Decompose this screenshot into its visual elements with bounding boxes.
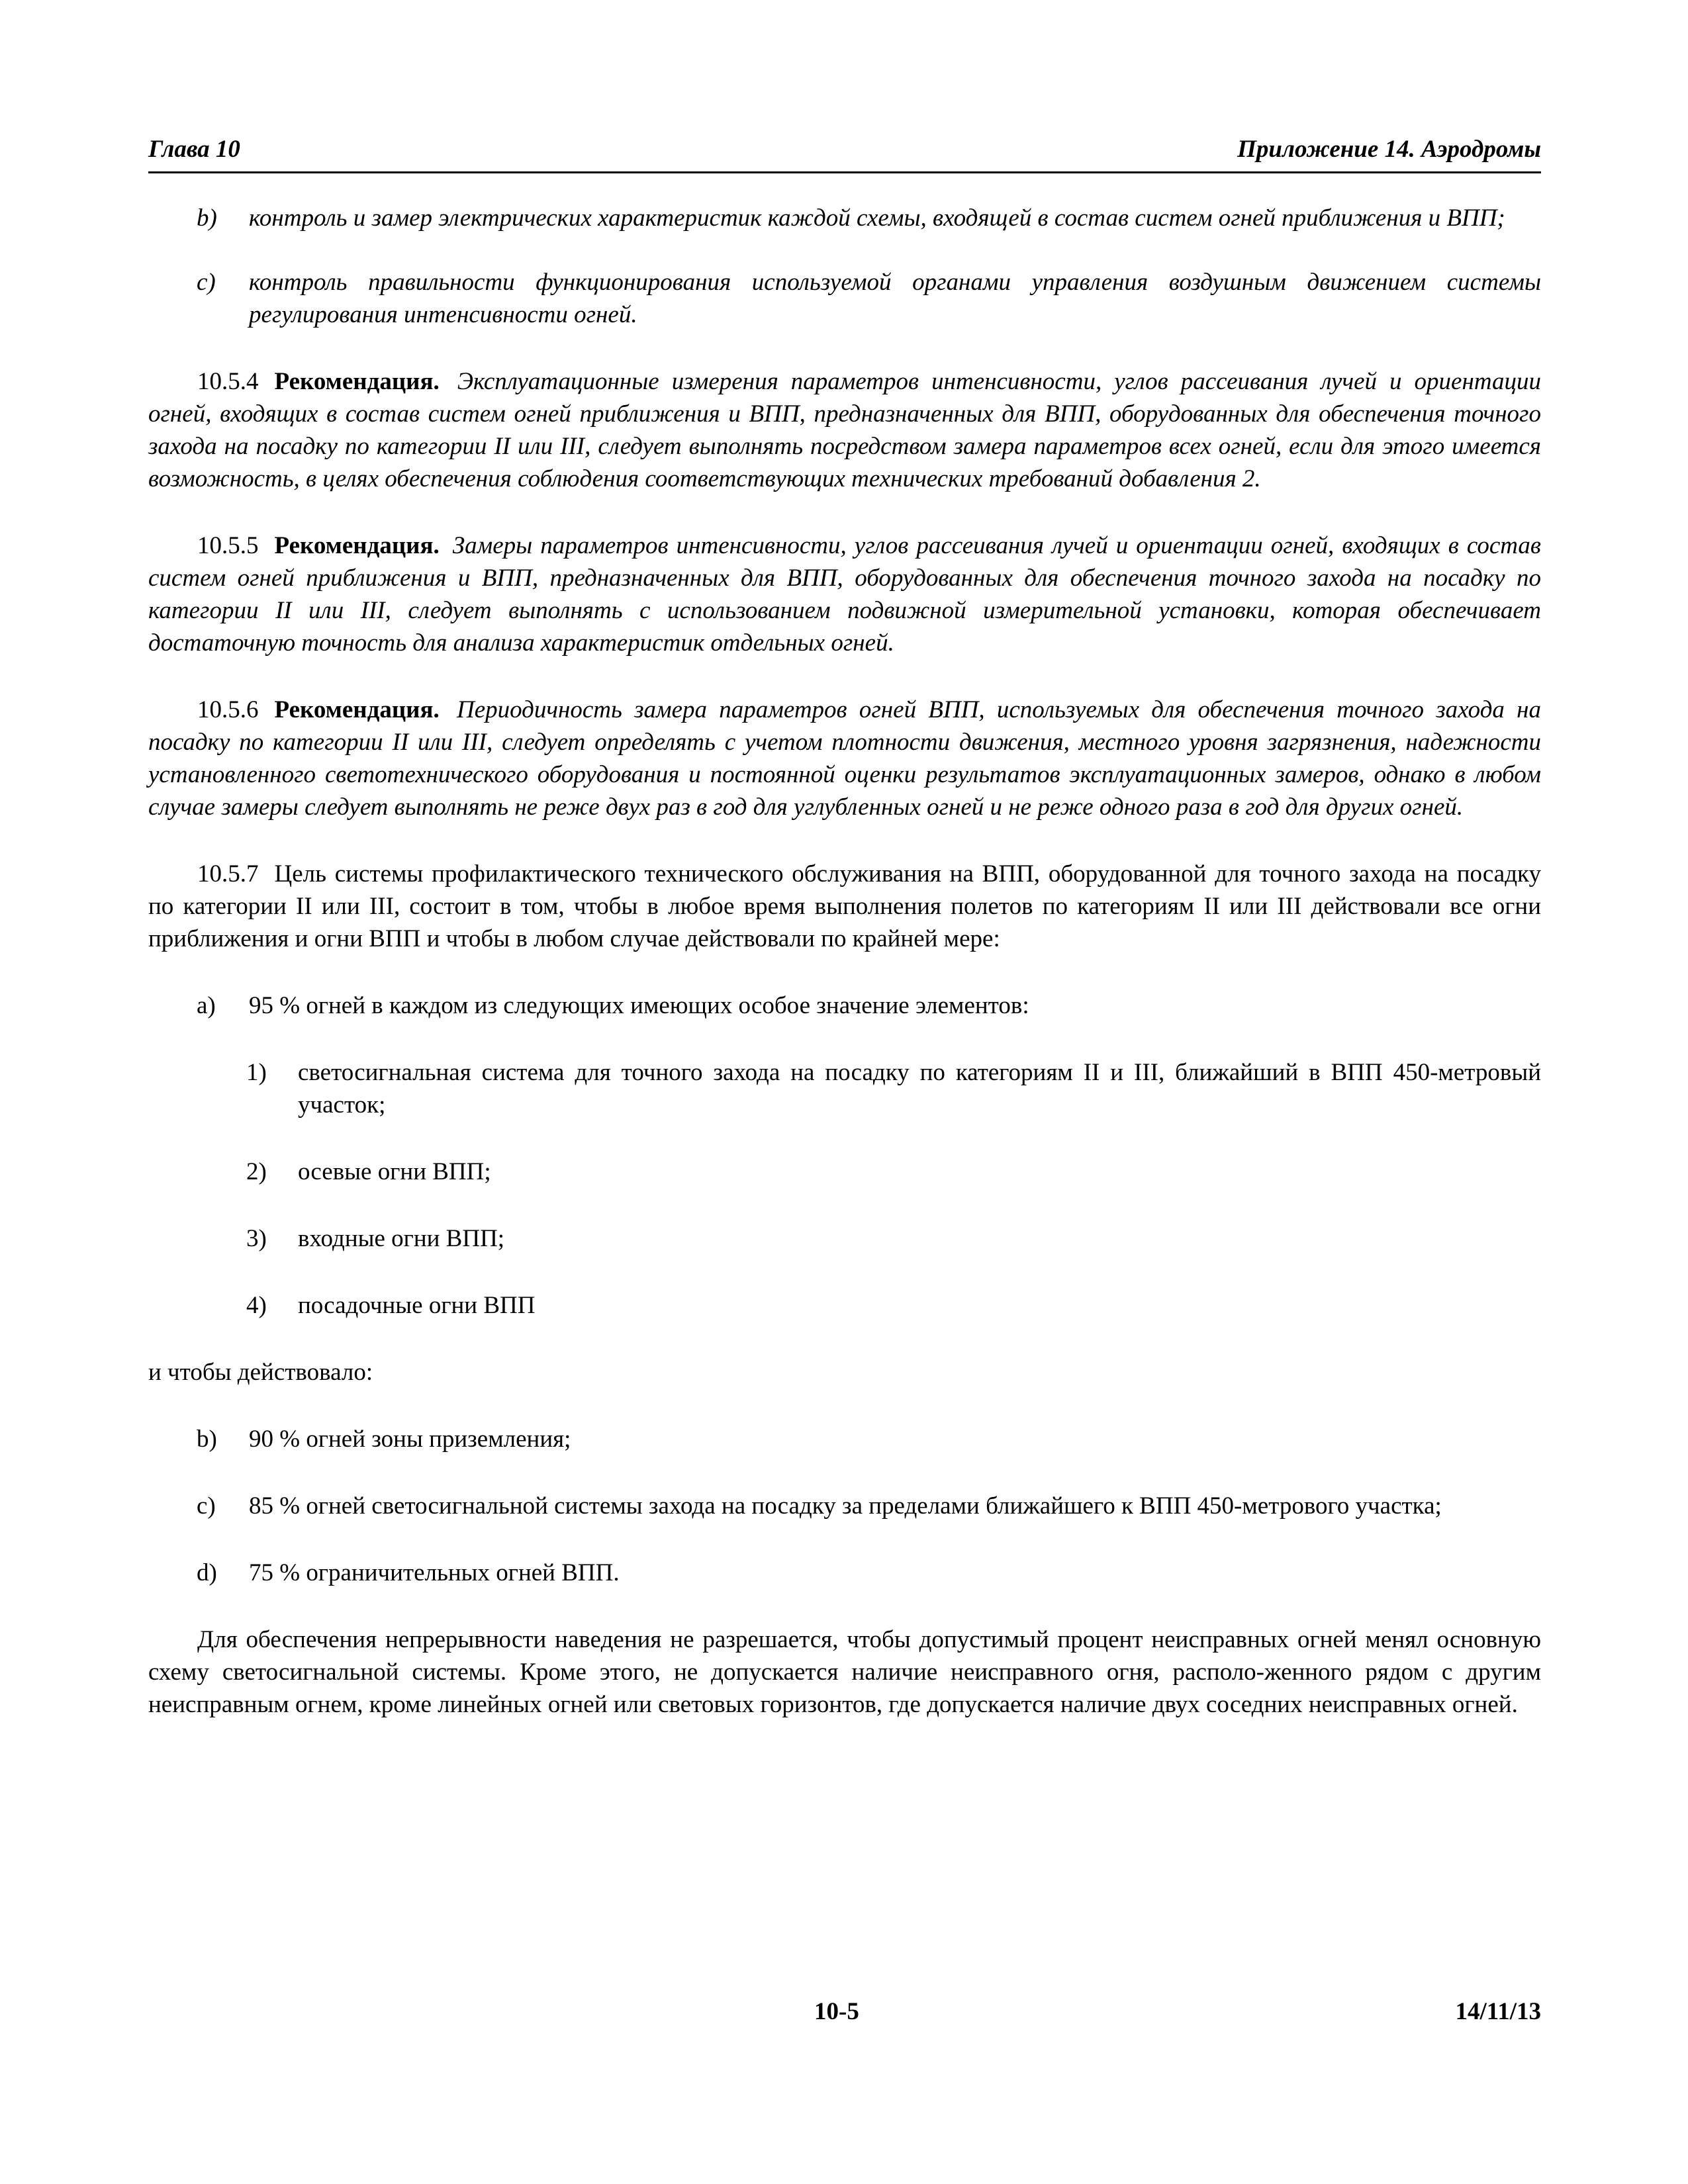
sub-list-marker: 3) xyxy=(246,1225,267,1252)
sub-list-item-4 xyxy=(148,1289,1541,1322)
list-item-b-italic xyxy=(148,202,1541,234)
sub-list-item-text: посадочные огни ВПП xyxy=(298,1292,536,1319)
paragraph-10-5-4 xyxy=(148,365,1541,495)
list-item-b xyxy=(148,1423,1541,1455)
list-item-text: 85 % огней светосигнальной системы захода на посадку за пределами ближайшего к ВПП 450-метрового участка; xyxy=(249,1492,1442,1520)
recommendation-label: Рекомендация. xyxy=(274,696,440,723)
sub-list-item-2 xyxy=(148,1156,1541,1188)
annex-header: Приложение 14. Аэродромы xyxy=(1237,136,1541,163)
paragraph-10-5-5 xyxy=(148,529,1541,659)
list-item-text: контроль правильности функционирования используемой органами управления воздушным движением системы регулирования интенсивности огней. xyxy=(249,269,1541,328)
paragraph-number: 10.5.4 xyxy=(197,368,259,395)
sub-list-item-text: входные огни ВПП; xyxy=(298,1225,505,1252)
list-item-a xyxy=(148,989,1541,1022)
list-item-text: 75 % ограничительных огней ВПП. xyxy=(249,1559,620,1586)
final-paragraph: Для обеспечения непрерывности наведения не разрешается, чтобы допустимый процент неисправных огней менял основную схему светосигнальной системы. Кроме этого, не допускается наличие неисправного огня, располо-женного рядом с другим неисправным огнем, кроме линейных огней или световых горизонтов, где допускается наличие двух соседних неисправных огней. xyxy=(148,1626,1541,1718)
paragraph-text: Периодичность замера параметров огней ВПП, используемых для обеспечения точного захода на посадку по категории II или III, следует определять с учетом плотности движения, местного уровня загрязнения, надежности установленного светотехнического оборудования и постоянной оценки результатов эксплуатационных замеров, однако в любом случае замеры следует выполнять не реже двух раз в год для углубленных огней и не реже одного раза в год для других огней. xyxy=(148,696,1542,821)
paragraph-number: 10.5.7 xyxy=(197,860,259,887)
sub-list-item-text: осевые огни ВПП; xyxy=(298,1158,491,1185)
list-marker: a) xyxy=(197,992,216,1019)
list-item-text: контроль и замер электрических характеристик каждой схемы, входящей в состав систем огней приближения и ВПП; xyxy=(249,205,1505,232)
list-item-c-italic xyxy=(148,266,1541,331)
recommendation-label: Рекомендация. xyxy=(274,532,440,559)
page-number: 10-5 xyxy=(814,1998,859,2025)
paragraph-text: Эксплуатационные измерения параметров интенсивности, углов рассеивания лучей и ориентации огней, входящих в состав систем огней приближения и ВПП, предназначенных для ВПП, оборудованных для обеспечения точного захода на посадку по категории II или III, следует выполнять посредством замера параметров всех огней, если для этого имеется возможность, в целях обеспечения соблюдения соответствующих технических требований добавления 2. xyxy=(148,368,1542,492)
list-item-d xyxy=(148,1557,1541,1589)
list-marker: c) xyxy=(197,269,216,296)
sub-list-marker: 1) xyxy=(246,1059,267,1086)
list-item-text: 90 % огней зоны приземления; xyxy=(249,1426,571,1453)
chapter-header: Глава 10 xyxy=(148,136,240,163)
list-marker: b) xyxy=(197,205,217,232)
page-content xyxy=(148,202,1541,1721)
sub-list-marker: 4) xyxy=(246,1292,267,1319)
conjunction-text: и чтобы действовало: xyxy=(148,1359,373,1386)
paragraph-number: 10.5.5 xyxy=(197,532,259,559)
header-divider xyxy=(148,171,1541,173)
revision-date: 14/11/13 xyxy=(1455,1998,1541,2025)
list-marker: d) xyxy=(197,1559,217,1586)
sub-list-item-text: светосигнальная система для точного захода на посадку по категориям II и III, ближайший в ВПП 450-метровый участок; xyxy=(298,1059,1541,1118)
sub-list-item-3 xyxy=(148,1222,1541,1255)
list-marker: b) xyxy=(197,1426,217,1453)
paragraph-10-5-7 xyxy=(148,858,1541,955)
list-item-text: 95 % огней в каждом из следующих имеющих особое значение элементов: xyxy=(249,992,1029,1019)
list-item-c xyxy=(148,1490,1541,1522)
paragraph-text: Цель системы профилактического технического обслуживания на ВПП, оборудованной для точного захода на посадку по категории II или III, состоит в том, чтобы в любое время выполнения полетов по категориям II или III действовали все огни приближения и огни ВПП и чтобы в любом случае действовали по крайней мере: xyxy=(148,860,1541,952)
list-marker: c) xyxy=(197,1492,216,1520)
sub-list-marker: 2) xyxy=(246,1158,267,1185)
sub-list-item-1 xyxy=(148,1056,1541,1121)
paragraph-text: Замеры параметров интенсивности, углов рассеивания лучей и ориентации огней, входящих в состав систем огней приближения и ВПП, предназначенных для ВПП, оборудованных для обеспечения точного захода на посадку по категории II или III, следует выполнять с использованием подвижной измерительной установки, которая обеспечивает достаточную точность для анализа характеристик отдельных огней. xyxy=(148,532,1541,657)
paragraph-number: 10.5.6 xyxy=(197,696,259,723)
paragraph-10-5-6 xyxy=(148,694,1541,823)
recommendation-label: Рекомендация. xyxy=(274,368,440,395)
